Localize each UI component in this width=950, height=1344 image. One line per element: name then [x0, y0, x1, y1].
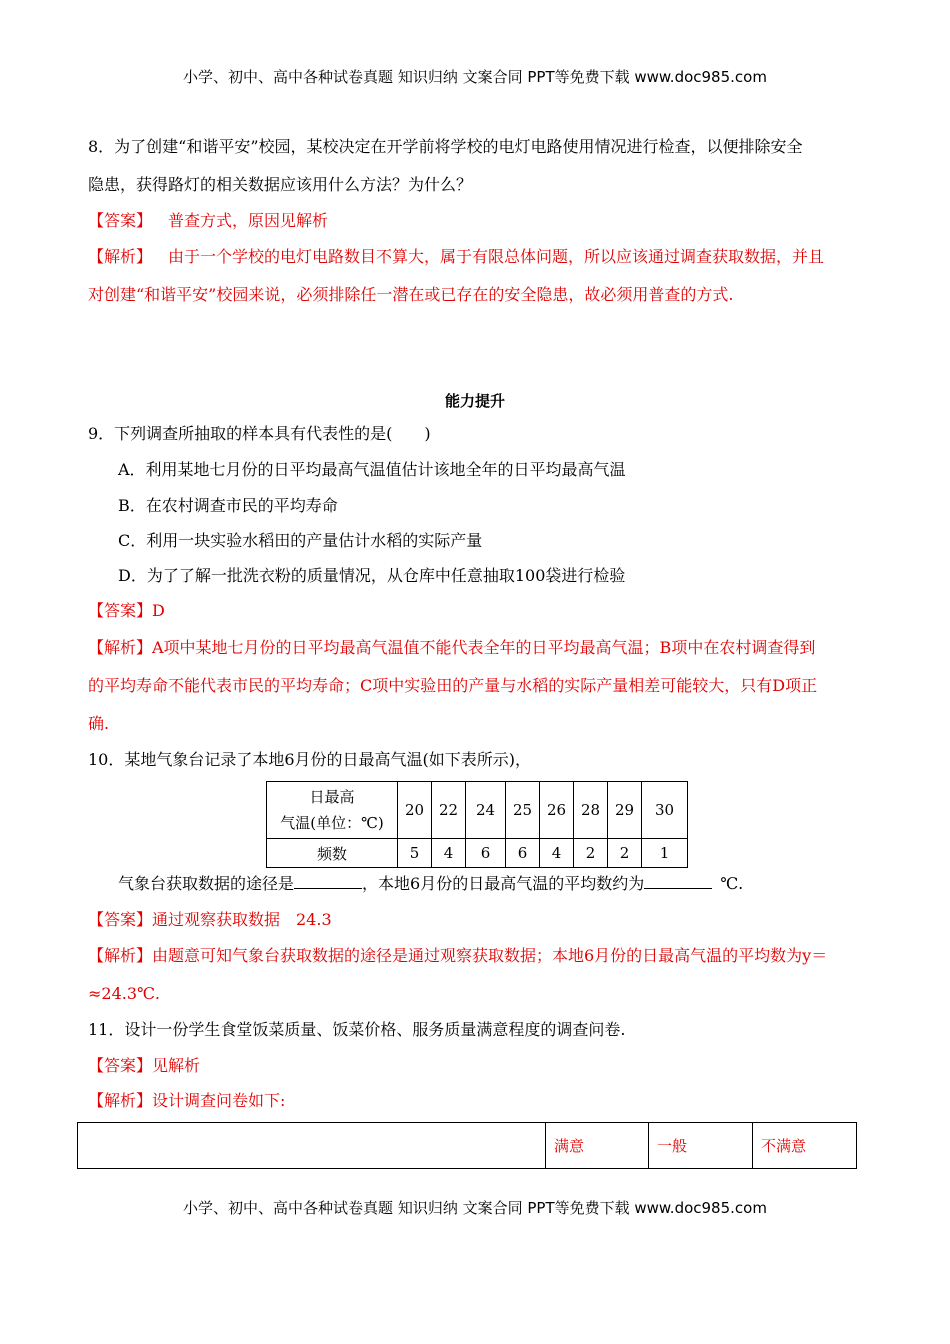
q8-stem-line1: 8．为了创建“和谐平安”校园，某校决定在开学前将学校的电灯电路使用情况进行检查，以便排除安全 — [88, 137, 803, 156]
survey-item-cell — [78, 1123, 546, 1169]
q8-analysis-text: 由于一个学校的电灯电路数目不算大，属于有限总体问题，所以应该通过调查获取数据，并且 — [168, 247, 825, 266]
page-header: 小学、初中、高中各种试卷真题 知识归纳 文案合同 PPT等免费下载 www.doc985.com — [183, 68, 767, 86]
survey-table — [77, 1122, 857, 1169]
temp-cell: 26 — [540, 782, 574, 839]
freq-cell: 6 — [466, 839, 506, 868]
q9-option-c: C．利用一块实验水稻田的产量估计水稻的实际产量 — [118, 531, 483, 550]
q10-analysis-line1: 【解析】由题意可知气象台获取数据的途径是通过观察获取数据；本地6月份的日最高气温的平均数为y＝ — [88, 946, 828, 965]
temp-cell: 24 — [466, 782, 506, 839]
q8-answer — [88, 211, 328, 231]
q9-analysis-line3: 确. — [88, 714, 110, 733]
q10-fill-line — [118, 874, 743, 894]
q9-analysis-line1: 【解析】A项中某地七月份的日平均最高气温值不能代表全年的日平均最高气温；B项中在农村调查得到 — [88, 638, 816, 657]
temp-cell: 30 — [642, 782, 688, 839]
freq-cell: 4 — [432, 839, 466, 868]
freq-cell: 5 — [398, 839, 432, 868]
header-line2: 气温(单位：℃) — [280, 814, 384, 832]
q8-analysis-line1 — [88, 247, 824, 267]
survey-col-unsatisfied: 不满意 — [753, 1123, 857, 1169]
temperature-header — [267, 782, 398, 839]
q9-option-a: A．利用某地七月份的日平均最高气温值估计该地全年的日平均最高气温 — [118, 460, 626, 479]
frequency-row — [267, 839, 688, 868]
answer-tag: 【答案】 — [88, 211, 153, 230]
analysis-tag: 【解析】 — [88, 247, 153, 266]
q10-stem: 10．某地气象台记录了本地6月份的日最高气温(如下表所示)， — [88, 750, 532, 769]
q9-answer: 【答案】D — [88, 601, 165, 620]
temp-cell: 28 — [574, 782, 608, 839]
survey-col-satisfied: 满意 — [546, 1123, 649, 1169]
temp-cell: 22 — [432, 782, 466, 839]
freq-cell: 1 — [642, 839, 688, 868]
section-title: 能力提升 — [444, 392, 505, 410]
q11-analysis: 【解析】设计调查问卷如下: — [88, 1091, 286, 1110]
q10-analysis-line2: ≈24.3℃. — [88, 984, 161, 1003]
temp-cell: 25 — [506, 782, 540, 839]
freq-cell: 6 — [506, 839, 540, 868]
q9-stem: 9．下列调查所抽取的样本具有代表性的是( ) — [88, 424, 431, 443]
page-footer: 小学、初中、高中各种试卷真题 知识归纳 文案合同 PPT等免费下载 www.doc985.com — [183, 1199, 767, 1217]
survey-header-row — [78, 1123, 857, 1169]
q8-stem-line2: 隐患，获得路灯的相关数据应该用什么方法？为什么？ — [88, 175, 473, 194]
q11-stem: 11．设计一份学生食堂饭菜质量、饭菜价格、服务质量满意程度的调查问卷. — [88, 1020, 626, 1039]
q11-answer: 【答案】见解析 — [88, 1056, 201, 1075]
blank-2 — [644, 874, 712, 889]
freq-cell: 4 — [540, 839, 574, 868]
frequency-label: 频数 — [267, 839, 398, 868]
freq-cell: 2 — [574, 839, 608, 868]
survey-col-average: 一般 — [649, 1123, 753, 1169]
q8-analysis-line2: 对创建“和谐平安”校园来说，必须排除任一潜在或已存在的安全隐患，故必须用普查的方式. — [88, 285, 734, 304]
blank-1 — [294, 874, 362, 889]
q10-answer: 【答案】通过观察获取数据 24.3 — [88, 910, 332, 929]
fill-text-c: ℃. — [720, 874, 744, 893]
q9-option-b: B．在农村调查市民的平均寿命 — [118, 496, 338, 515]
q9-analysis-line2: 的平均寿命不能代表市民的平均寿命；C项中实验田的产量与水稻的实际产量相差可能较大，只有D项正 — [88, 676, 818, 695]
q8-answer-text: 普查方式，原因见解析 — [168, 211, 329, 230]
temp-cell: 20 — [398, 782, 432, 839]
q9-option-d: D．为了了解一批洗衣粉的质量情况，从仓库中任意抽取100袋进行检验 — [118, 566, 626, 585]
temperature-row — [267, 782, 688, 839]
header-line1: 日最高 — [309, 788, 355, 806]
freq-cell: 2 — [608, 839, 642, 868]
fill-text-a: 气象台获取数据的途径是 — [118, 874, 295, 893]
temperature-table — [266, 781, 688, 868]
fill-text-b: ，本地6月份的日最高气温的平均数约为 — [362, 874, 645, 893]
temp-cell: 29 — [608, 782, 642, 839]
